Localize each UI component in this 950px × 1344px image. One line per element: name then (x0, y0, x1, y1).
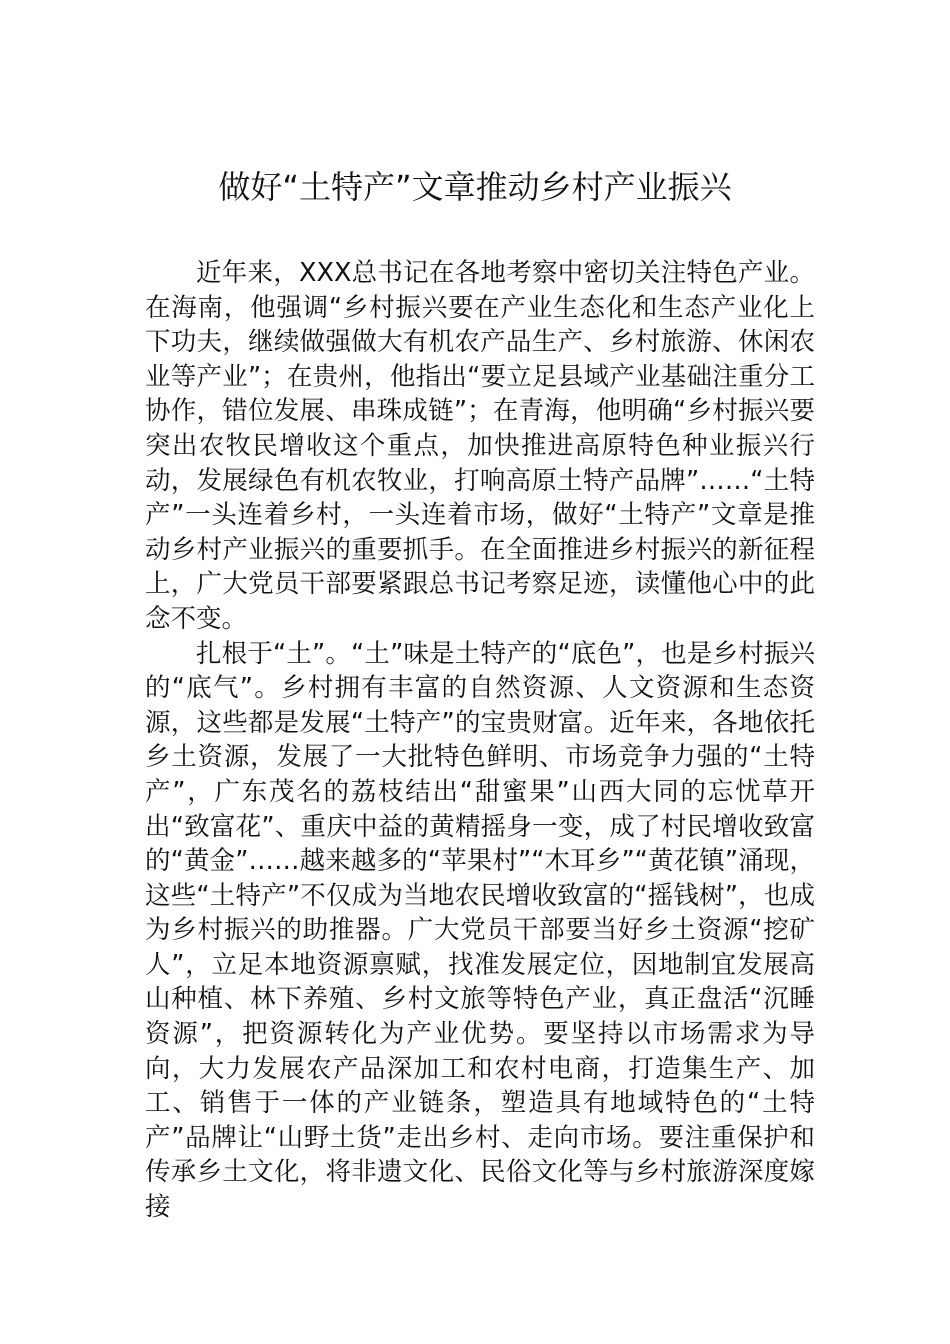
document-title: 做好“土特产”文章推动乡村产业振兴 (218, 168, 732, 206)
paragraph-1: 近年来，XXX总书记在各地考察中密切关注特色产业。在海南，他强调“乡村振兴要在产业生态化和生态产业化上下功夫，继续做强做大有机农产品生产、乡村旅游、休闲农业等产业”；在贵州，他指出“要立足县域产业基础注重分工协作，错位发展、串珠成链”；在青海，他明确“乡村振兴要突出农牧民增收这个重点，加快推进高原特色种业振兴行动，发展绿色有机农牧业，打响高原土特产品牌”……“土特产”一头连着乡村，一头连着市场，做好“土特产”文章是推动乡村产业振兴的重要抓手。在全面推进乡村振兴的新征程上，广大党员干部要紧跟总书记考察足迹，读懂他心中的此念不变。 (145, 258, 815, 634)
document-body (145, 256, 815, 1225)
paragraph-2: 扎根于“土”。“土”味是土特产的“底色”，也是乡村振兴的“底气”。乡村拥有丰富的自然资源、人文资源和生态资源，这些都是发展“土特产”的宝贵财富。近年来，各地依托乡土资源，发展了一大批特色鲜明、市场竞争力强的“土特产”，广东茂名的荔枝结出“甜蜜果”山西大同的忘忧草开出“致富花”、重庆中益的黄精摇身一变，成了村民增收致富的“黄金”……越来越多的“苹果村”“木耳乡”“黄花镇”涌现，这些“土特产”不仅成为当地农民增收致富的“摇钱树”，也成为乡村振兴的助推器。广大党员干部要当好乡土资源“挖矿人”，立足本地资源禀赋，找准发展定位，因地制宜发展高山种植、林下养殖、乡村文旅等特色产业，真正盘活“沉睡资源”，把资源转化为产业优势。要坚持以市场需求为导向，大力发展农产品深加工和农村电商，打造集生产、加工、销售于一体的产业链条，塑造具有地域特色的“土特产”品牌让“山野土货”走出乡村、走向市场。要注重保护和传承乡土文化，将非遗文化、民俗文化等与乡村旅游深度嫁接 (145, 638, 815, 1223)
